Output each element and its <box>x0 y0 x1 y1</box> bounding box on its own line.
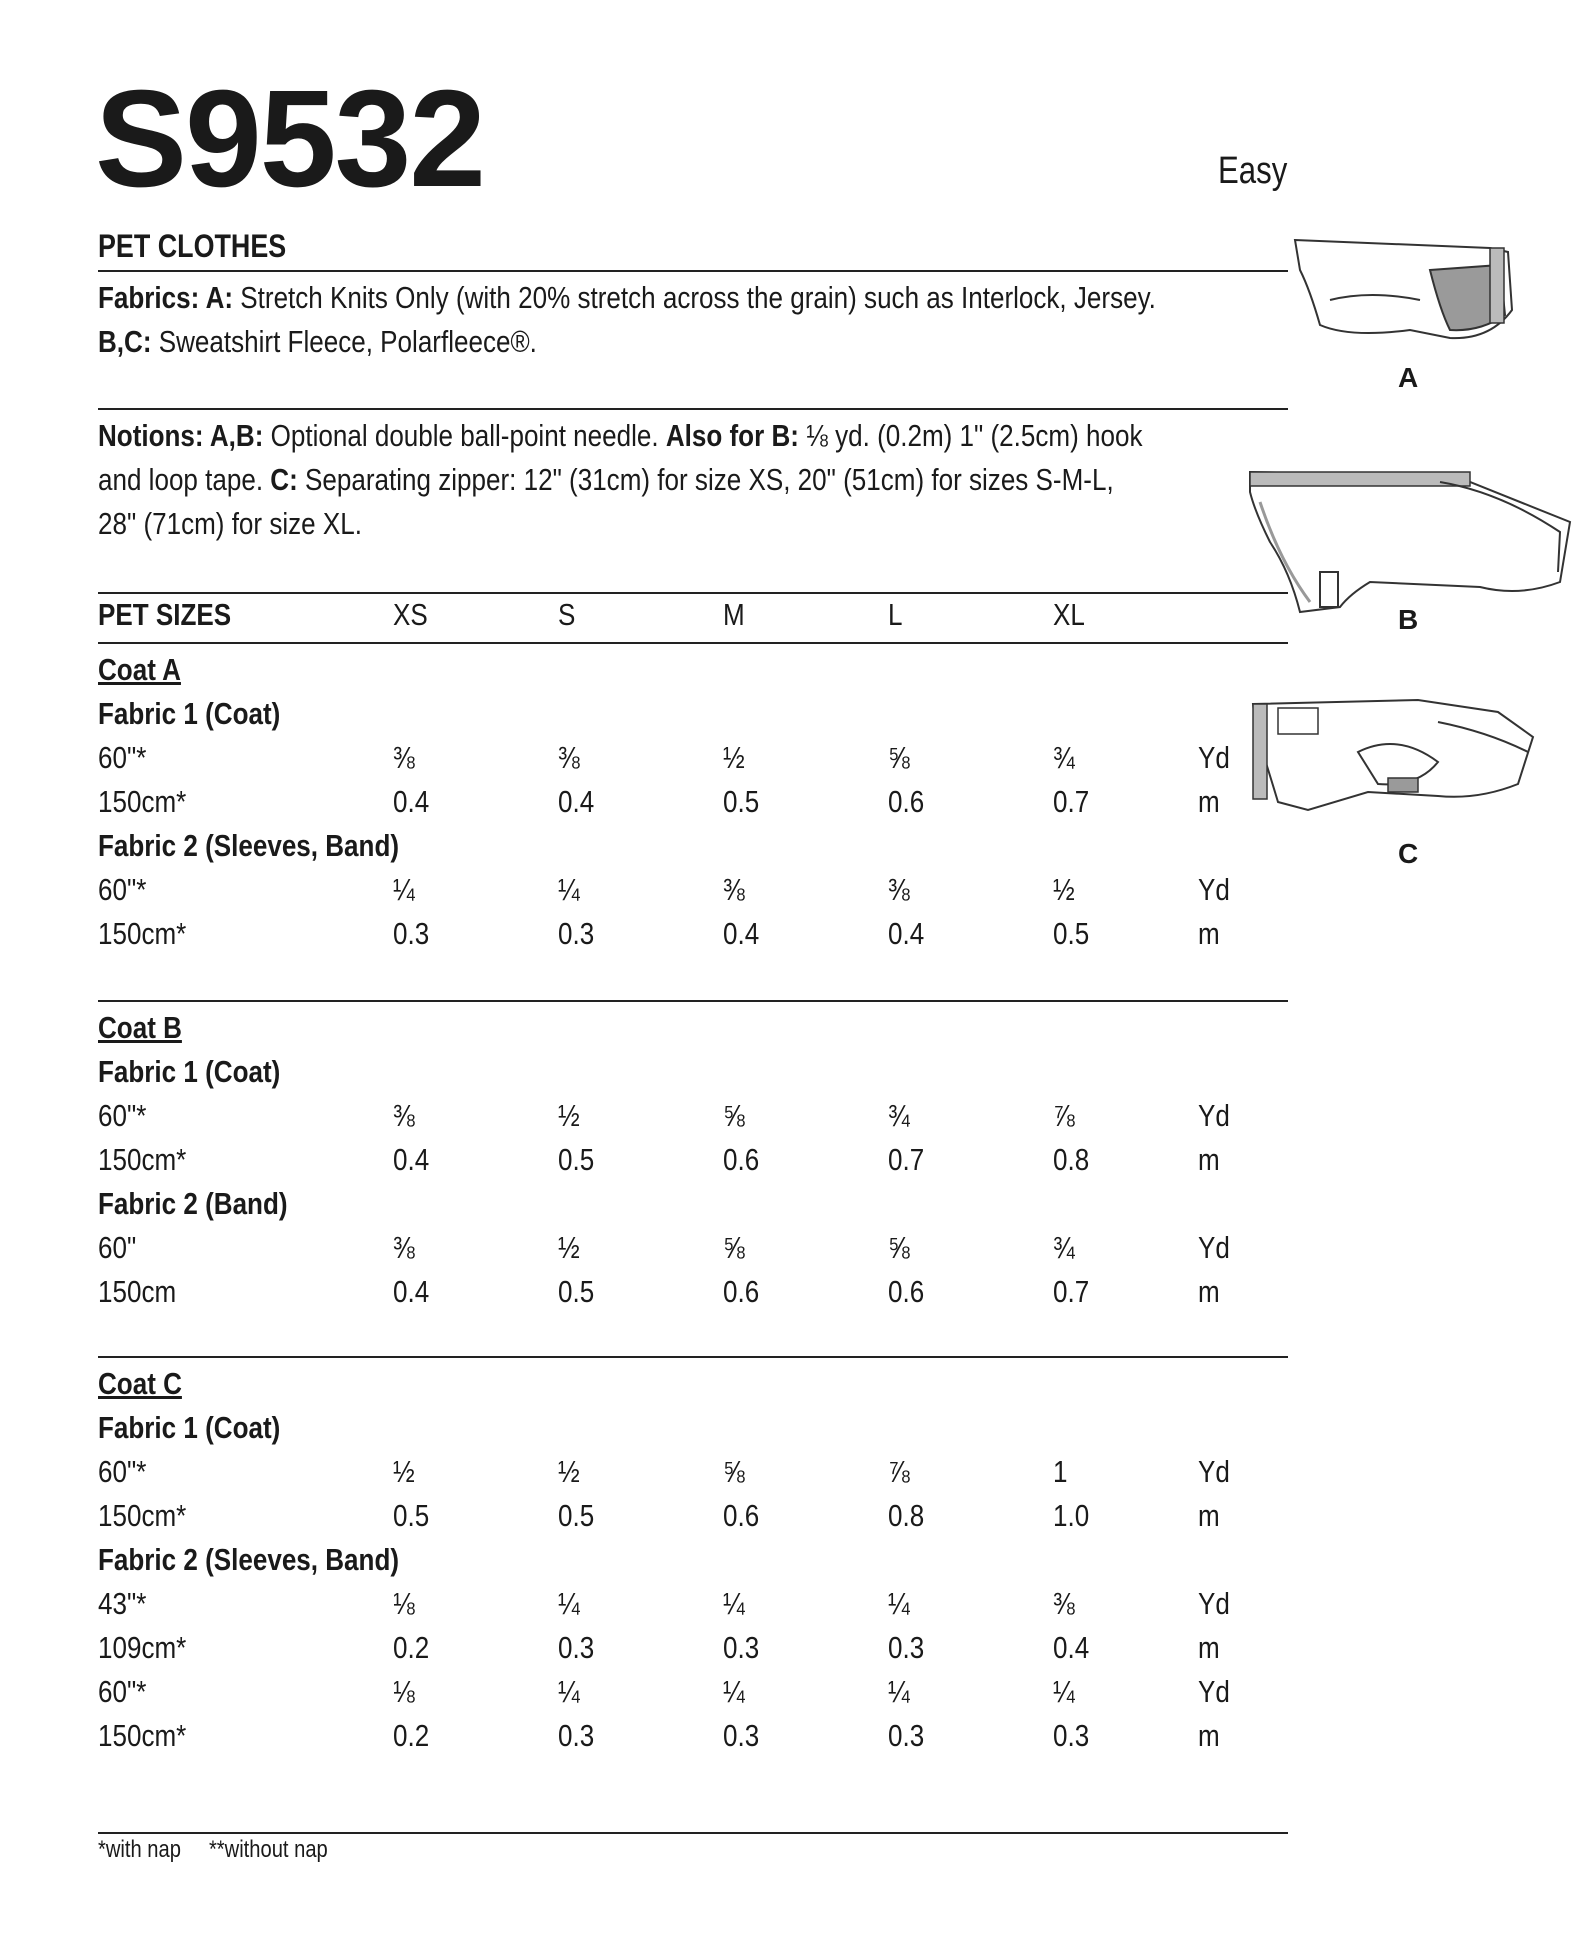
category-title: PET CLOTHES <box>98 228 287 264</box>
yardage-value: ¾ <box>888 1098 910 1133</box>
yardage-value: ½ <box>1053 872 1075 907</box>
fabric-subtitle: Fabric 1 (Coat) <box>98 696 281 731</box>
yardage-value: ⅜ <box>558 740 580 775</box>
yardage-value: 0.4 <box>393 1142 430 1177</box>
unit-label: m <box>1198 1142 1220 1177</box>
size-column-header: M <box>723 597 745 632</box>
fabrics-text <box>98 276 1156 364</box>
fabric-width-label: 109cm* <box>98 1630 187 1665</box>
unit-label: Yd <box>1198 1586 1230 1621</box>
illustration-a-label: A <box>1398 362 1419 393</box>
yardage-value: ⅜ <box>393 1230 415 1265</box>
fabric-width-label: 150cm* <box>98 784 187 819</box>
notions-also-label: Also for B: <box>665 418 799 453</box>
yardage-value: 0.3 <box>558 1718 595 1753</box>
illustration-b-label: B <box>1398 604 1419 635</box>
yardage-value: ½ <box>558 1454 580 1489</box>
yardage-value: 0.5 <box>393 1498 430 1533</box>
yardage-value: 0.6 <box>888 1274 925 1309</box>
unit-label: Yd <box>1198 1098 1230 1133</box>
fabric-subtitle: Fabric 2 (Sleeves, Band) <box>98 1542 400 1577</box>
yardage-value: 0.4 <box>723 916 760 951</box>
fabric-width-label: 150cm* <box>98 916 187 951</box>
yardage-value: 0.8 <box>1053 1142 1090 1177</box>
unit-label: m <box>1198 784 1220 819</box>
yardage-value: 0.3 <box>888 1630 925 1665</box>
unit-label: m <box>1198 916 1220 951</box>
coat-c-illustration <box>1248 692 1538 832</box>
yardage-value: ¼ <box>888 1674 910 1709</box>
yardage-value: 0.8 <box>888 1498 925 1533</box>
yardage-value: 0.4 <box>888 916 925 951</box>
yardage-value: ⅛ <box>393 1586 415 1621</box>
pattern-number: S9532 <box>95 62 485 216</box>
yardage-value: ⅞ <box>888 1454 910 1489</box>
yardage-value: 0.3 <box>393 916 430 951</box>
coat-b-illustration <box>1240 462 1580 622</box>
notions-text <box>98 414 1142 546</box>
yardage-value: 0.6 <box>723 1498 760 1533</box>
yardage-value: ¼ <box>723 1586 745 1621</box>
yardage-value: 0.4 <box>393 784 430 819</box>
yardage-value: ⅜ <box>888 872 910 907</box>
divider <box>98 1832 1288 1834</box>
yardage-value: ¼ <box>888 1586 910 1621</box>
yardage-value: ⅝ <box>723 1454 745 1489</box>
coat-a-illustration <box>1290 230 1530 350</box>
fabrics-a-text: Stretch Knits Only (with 20% stretch across the grain) such as Interlock, Jersey. <box>233 280 1156 315</box>
size-column-header: L <box>888 597 903 632</box>
divider <box>98 592 1288 594</box>
yardage-value: ¼ <box>558 872 580 907</box>
fabrics-a-label: Fabrics: A: <box>98 280 234 315</box>
size-column-header: XL <box>1053 597 1085 632</box>
fabric-width-label: 60"* <box>98 740 147 775</box>
yardage-value: ¼ <box>1053 1674 1075 1709</box>
yardage-value: 0.3 <box>723 1718 760 1753</box>
coat-a-title: Coat A <box>98 652 181 687</box>
unit-label: Yd <box>1198 740 1230 775</box>
yardage-value: ⅞ <box>1053 1098 1075 1133</box>
fabric-width-label: 60"* <box>98 1674 147 1709</box>
notions-c-label: C: <box>270 462 298 497</box>
notions-text-2: ⅛ yd. (0.2m) 1" (2.5cm) hook <box>798 418 1143 453</box>
unit-label: m <box>1198 1274 1220 1309</box>
unit-label: Yd <box>1198 872 1230 907</box>
coat-b-title: Coat B <box>98 1010 182 1045</box>
fabric-subtitle: Fabric 1 (Coat) <box>98 1410 281 1445</box>
footnote-with-nap: *with nap <box>98 1836 181 1863</box>
yardage-value: ⅝ <box>888 1230 910 1265</box>
fabric-width-label: 60"* <box>98 1454 147 1489</box>
yardage-value: 0.5 <box>558 1142 595 1177</box>
footnote <box>98 1836 328 1864</box>
yardage-value: 0.3 <box>888 1718 925 1753</box>
illustration-c-label: C <box>1398 838 1419 869</box>
yardage-value: ¾ <box>1053 1230 1075 1265</box>
notions-text-4: Separating zipper: 12" (31cm) for size XS, 20" (51cm) for sizes S-M-L, <box>297 462 1114 497</box>
size-column-header: XS <box>393 597 428 632</box>
yardage-value: 0.6 <box>723 1274 760 1309</box>
yardage-value: ⅝ <box>888 740 910 775</box>
yardage-value: ⅛ <box>393 1674 415 1709</box>
yardage-value: 0.5 <box>723 784 760 819</box>
yardage-value: 0.5 <box>558 1274 595 1309</box>
yardage-value: 0.3 <box>558 916 595 951</box>
fabrics-bc-text: Sweatshirt Fleece, Polarfleece®. <box>151 324 537 359</box>
fabric-width-label: 43"* <box>98 1586 147 1621</box>
yardage-value: ⅜ <box>393 740 415 775</box>
notions-label: Notions: A,B: <box>98 418 264 453</box>
divider <box>98 642 1288 644</box>
yardage-value: 0.3 <box>1053 1718 1090 1753</box>
yardage-value: 0.4 <box>1053 1630 1090 1665</box>
yardage-value: ½ <box>558 1098 580 1133</box>
yardage-value: 0.7 <box>1053 1274 1090 1309</box>
notions-text-3: and loop tape. <box>98 462 271 497</box>
fabric-subtitle: Fabric 2 (Band) <box>98 1186 288 1221</box>
yardage-value: 0.2 <box>393 1718 430 1753</box>
notions-text-1: Optional double ball-point needle. <box>263 418 666 453</box>
unit-label: Yd <box>1198 1454 1230 1489</box>
yardage-value: 0.3 <box>723 1630 760 1665</box>
yardage-value: 0.5 <box>558 1498 595 1533</box>
notions-text-5: 28" (71cm) for size XL. <box>98 506 362 541</box>
unit-label: m <box>1198 1498 1220 1533</box>
footnote-without-nap: **without nap <box>208 1836 328 1863</box>
unit-label: m <box>1198 1630 1220 1665</box>
yardage-value: ½ <box>558 1230 580 1265</box>
fabric-subtitle: Fabric 2 (Sleeves, Band) <box>98 828 400 863</box>
fabric-width-label: 150cm <box>98 1274 177 1309</box>
fabrics-bc-label: B,C: <box>98 324 152 359</box>
yardage-value: ⅜ <box>723 872 745 907</box>
yardage-value: 0.5 <box>1053 916 1090 951</box>
yardage-value: 0.6 <box>723 1142 760 1177</box>
yardage-value: 1.0 <box>1053 1498 1090 1533</box>
yardage-value: ½ <box>393 1454 415 1489</box>
divider <box>98 270 1288 272</box>
fabric-width-label: 150cm* <box>98 1498 187 1533</box>
yardage-value: 0.2 <box>393 1630 430 1665</box>
fabric-subtitle: Fabric 1 (Coat) <box>98 1054 281 1089</box>
yardage-value: ¼ <box>393 872 415 907</box>
yardage-value: ¼ <box>558 1674 580 1709</box>
divider <box>98 1000 1288 1002</box>
yardage-value: ½ <box>723 740 745 775</box>
yardage-value: 1 <box>1053 1454 1068 1489</box>
yardage-value: ⅜ <box>393 1098 415 1133</box>
yardage-value: 0.3 <box>558 1630 595 1665</box>
yardage-value: ⅜ <box>1053 1586 1075 1621</box>
yardage-value: ⅝ <box>723 1098 745 1133</box>
fabric-width-label: 60"* <box>98 1098 147 1133</box>
fabric-width-label: 60" <box>98 1230 137 1265</box>
unit-label: m <box>1198 1718 1220 1753</box>
yardage-value: ¼ <box>723 1674 745 1709</box>
sizes-label: PET SIZES <box>98 597 232 632</box>
fabric-width-label: 150cm* <box>98 1718 187 1753</box>
yardage-value: 0.4 <box>393 1274 430 1309</box>
yardage-value: ¾ <box>1053 740 1075 775</box>
difficulty-label: Easy <box>1218 150 1288 192</box>
coat-c-title: Coat C <box>98 1366 182 1401</box>
yardage-value: 0.6 <box>888 784 925 819</box>
yardage-value: 0.4 <box>558 784 595 819</box>
fabric-width-label: 60"* <box>98 872 147 907</box>
unit-label: Yd <box>1198 1674 1230 1709</box>
size-column-header: S <box>558 597 576 632</box>
divider <box>98 1356 1288 1358</box>
fabric-width-label: 150cm* <box>98 1142 187 1177</box>
yardage-value: 0.7 <box>1053 784 1090 819</box>
divider <box>98 408 1288 410</box>
yardage-value: 0.7 <box>888 1142 925 1177</box>
unit-label: Yd <box>1198 1230 1230 1265</box>
yardage-value: ⅝ <box>723 1230 745 1265</box>
yardage-value: ¼ <box>558 1586 580 1621</box>
